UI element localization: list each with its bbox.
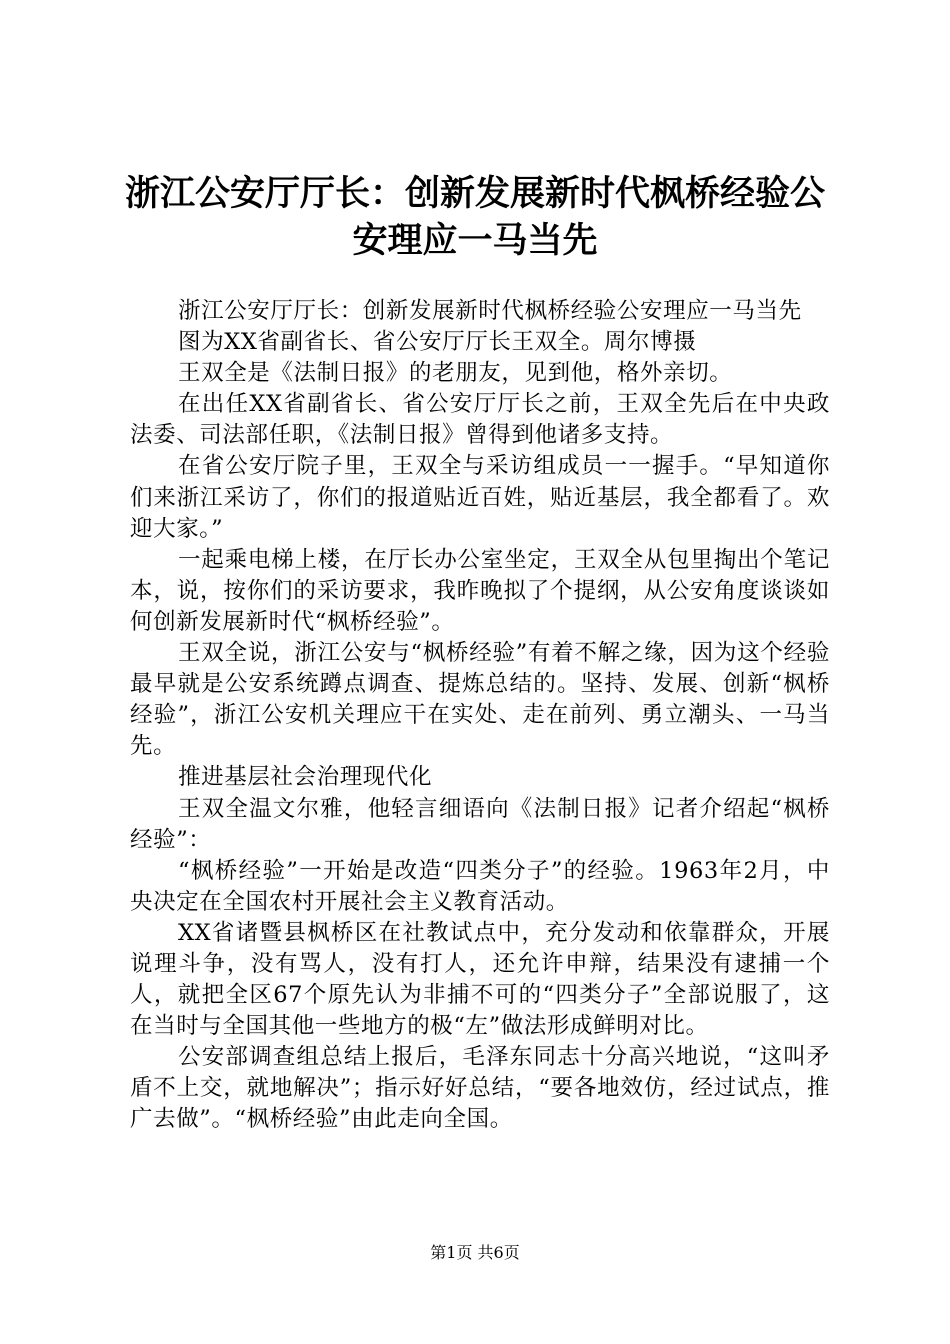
paragraph-2: 图为XX省副省长、省公安厅厅长王双全。周尔博摄	[178, 329, 697, 356]
page-number-footer: 第1页 共6页	[430, 1243, 520, 1262]
paragraph-3: 王双全是《法制日报》的老朋友，见到他，格外亲切。	[178, 360, 733, 387]
paragraph-10: “枫桥经验”一开始是改造“四类分子”的经验。1963年2月，中央决定在全国农村开展社会主义教育活动。	[130, 857, 830, 915]
document-title-line-2: 安理应一马当先	[352, 220, 598, 261]
paragraph-5: 在省公安厅院子里，王双全与采访组成员一一握手。“早知道你们来浙江采访了，你们的报道贴近百姓，贴近基层，我全都看了。欢迎大家。”	[130, 453, 830, 542]
section-heading: 推进基层社会治理现代化	[178, 764, 433, 791]
paragraph-12: 公安部调查组总结上报后，毛泽东同志十分高兴地说，“这叫矛盾不上交，就地解决”；指示好好总结，“要各地效仿，经过试点，推广去做”。“枫桥经验”由此走向全国。	[130, 1044, 830, 1133]
paragraph-9: 王双全温文尔雅，他轻言细语向《法制日报》记者介绍起“枫桥经验”：	[130, 795, 830, 853]
paragraph-4: 在出任XX省副省长、省公安厅厅长之前，王双全先后在中央政法委、司法部任职，《法制日报》曾得到他诸多支持。	[130, 391, 830, 449]
paragraph-6: 一起乘电梯上楼，在厅长办公室坐定，王双全从包里掏出个笔记本，说，按你们的采访要求，我昨晚拟了个提纲，从公安角度谈谈如何创新发展新时代“枫桥经验”。	[130, 546, 830, 635]
document-body	[130, 296, 830, 1136]
paragraph-1: 浙江公安厅厅长：创新发展新时代枫桥经验公安理应一马当先	[178, 298, 802, 324]
paragraph-11: XX省诸暨县枫桥区在社教试点中，充分发动和依靠群众，开展说理斗争，没有骂人，没有打人，还允许申辩，结果没有逮捕一个人，就把全区67个原先认为非捕不可的“四类分子”全部说服了，这在当时与全国其他一些地方的极“左”做法形成鲜明对比。	[130, 919, 830, 1040]
paragraph-7: 王双全说，浙江公安与“枫桥经验”有着不解之缘，因为这个经验最早就是公安系统蹲点调查、提炼总结的。坚持、发展、创新“枫桥经验”，浙江公安机关理应干在实处、走在前列、勇立潮头、一马当先。	[130, 640, 830, 760]
document-title-line-1: 浙江公安厅厅长：创新发展新时代枫桥经验公	[124, 173, 825, 214]
